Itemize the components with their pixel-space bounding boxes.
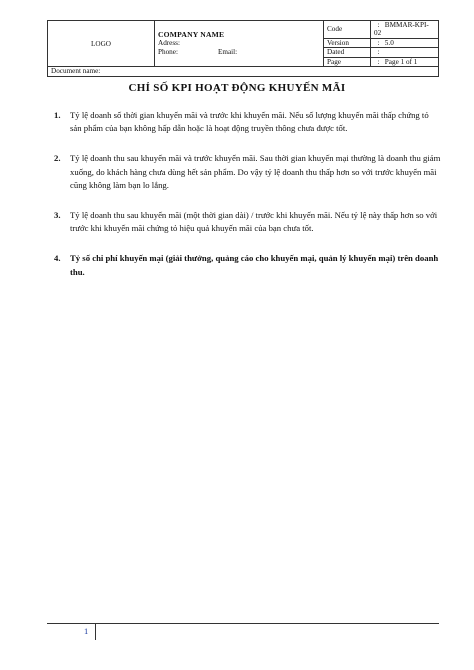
code-value: BMMAR-KPI-02 xyxy=(374,21,429,38)
code-label: Code xyxy=(324,21,371,39)
email-label: Email: xyxy=(218,48,238,57)
code-colon: : xyxy=(377,21,380,29)
page-colon: : xyxy=(377,57,380,66)
code-cell xyxy=(371,21,439,39)
item-number: 2. xyxy=(54,153,61,164)
document-name-label: Document name: xyxy=(48,67,439,77)
list-item xyxy=(54,252,442,278)
address-label: Adress: xyxy=(158,39,180,48)
item-text: Tỷ số chi phí khuyến mại (giải thưởng, quảng cáo cho khuyến mại, quản lý khuyến mại) trên doanh thu. xyxy=(70,253,439,277)
dated-cell xyxy=(371,48,439,57)
page-label: Page xyxy=(324,57,371,66)
dated-label: Dated xyxy=(324,48,371,57)
version-cell xyxy=(371,38,439,47)
dated-colon: : xyxy=(377,48,380,57)
list-item xyxy=(54,152,442,192)
page-value: Page 1 of 1 xyxy=(384,57,418,66)
company-info-cell xyxy=(155,21,324,67)
version-value: 5.0 xyxy=(384,38,394,47)
document-title: CHỈ SỐ KPI HOẠT ĐỘNG KHUYẾN MÃI xyxy=(128,82,346,94)
document-header-table xyxy=(47,20,439,77)
footer-divider xyxy=(47,623,439,624)
version-label: Version xyxy=(324,38,371,47)
footer-separator xyxy=(95,623,96,640)
version-colon: : xyxy=(377,38,380,47)
phone-label: Phone: xyxy=(158,48,178,57)
item-text: Tỷ lệ doanh số thời gian khuyến mãi và trước khi khuyến mãi. Nếu số lượng khuyến mãi thấp chứng tỏ sản phẩm của bạn không hấp dẫn hoặc là hoạt động truyền thông chưa được tốt. xyxy=(70,110,429,134)
page-cell xyxy=(371,57,439,66)
footer-page-number: 1 xyxy=(84,626,89,636)
item-number: 4. xyxy=(54,253,61,264)
item-number: 3. xyxy=(54,210,61,221)
kpi-list xyxy=(54,109,442,296)
logo-cell: LOGO xyxy=(48,21,155,67)
contact-row xyxy=(158,48,320,57)
item-text: Tỷ lệ doanh thu sau khuyến mãi và trước khuyến mãi. Sau thời gian khuyến mại thường là doanh thu giảm xuống, do khách hàng chưa dùng hết sản phẩm. Do vậy tỷ lệ doanh thu thấp hơn so với trước khuyến mãi cũng không làm bạn lo lắng. xyxy=(70,153,441,190)
company-name: COMPANY NAME xyxy=(158,30,225,40)
item-number: 1. xyxy=(54,110,61,120)
list-item xyxy=(54,109,442,135)
item-text: Tỷ lệ doanh thu sau khuyến mãi (một thời gian dài) / trước khi khuyến mãi. Nếu tỷ lệ này thấp hơn so với trước khi khuyến mãi chứng tỏ hiệu quả khuyến mãi của bạn chưa tốt. xyxy=(70,210,438,234)
list-item xyxy=(54,209,442,235)
